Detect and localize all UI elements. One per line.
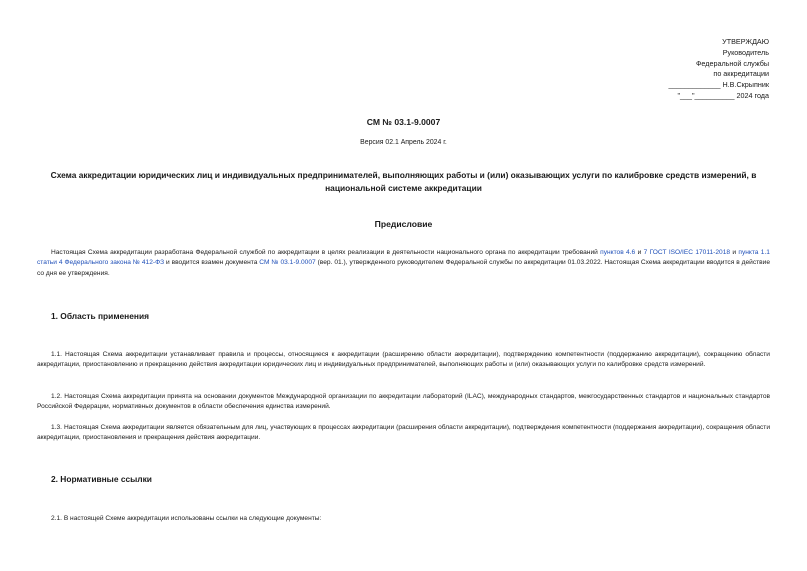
link-federal-law-412[interactable]: Федерального закона № 412-ФЗ xyxy=(64,259,165,267)
approval-signature: _____________ Н.В.Скрыпник xyxy=(668,80,769,90)
section-2-heading: 2. Нормативные ссылки xyxy=(51,474,152,484)
approval-date: "___"__________ 2024 года xyxy=(677,90,769,100)
link-gost-clauses-4-6[interactable]: пунктов 4.6 xyxy=(600,249,636,256)
paragraph-1-2: 1.2. Настоящая Схема аккредитации принята на основании документов Международной организации по аккредитации лабораторий (ILAC), международных стандартов, межгосударственных стандартов и национальных стандартов Российской Федерации, нормативных документов в области обеспечения единства измерений. xyxy=(37,393,770,411)
link-gost-clause-7[interactable]: 7 xyxy=(643,249,648,256)
link-gost-iso-iec-17011[interactable]: ГОСТ ISO/IEC 17011-2018 xyxy=(649,249,731,256)
document-title: Схема аккредитации юридических лиц и индивидуальных предпринимателей, выполняющих работы и (или) оказывающих услуги по калибровке средств измерений, в национальной системе аккредитации xyxy=(50,170,757,193)
preface-text-g: (вер. 01.), утвержденного руководителем Федеральной службы по аккредитации 01.03.2022. Настоящая Схема аккредитации вводится в действие со дня ее утверждения. xyxy=(37,259,770,277)
approval-block xyxy=(569,37,769,102)
link-article-4-clause-1-1[interactable]: пункта 1.1 статьи 4 xyxy=(37,249,770,267)
link-sm-03-1-9-0007[interactable]: СМ № 03.1-9.0007 xyxy=(259,259,316,267)
approval-org: Федеральной службы xyxy=(695,58,769,68)
paragraph-2-1: 2.1. В настоящей Схеме аккредитации использованы ссылки на следующие документы: xyxy=(51,515,322,522)
section-1-heading: 1. Область применения xyxy=(51,311,149,321)
document-version: Версия 02.1 Апрель 2024 г. xyxy=(360,139,447,146)
approval-org-cont: по аккредитации xyxy=(713,69,769,79)
preface-text-a: Настоящая Схема аккредитации разработана Федеральной службой по аккредитации в целях реализации в деятельности национального органа по аккредитации требований xyxy=(51,249,601,256)
preface-heading: Предисловие xyxy=(374,219,433,229)
preface-text-d: и xyxy=(730,249,739,256)
preface-text-b: и xyxy=(635,249,644,256)
preface-text-f: и вводится взамен документа xyxy=(164,259,260,267)
approval-position: Руководитель xyxy=(722,47,769,57)
approval-title: УТВЕРЖДАЮ xyxy=(722,37,769,46)
paragraph-1-1: 1.1. Настоящая Схема аккредитации устанавливает правила и процессы, относящиеся к аккредитации (расширению области аккредитации), подтверждению компетентности (поддержанию аккредитации), сокращению области аккредитации, приостановлению и прекращению действия аккредитации юридических лиц и индивидуальных предпринимателей, выполняющих работы и (или) оказывающих услуги по калибровке средств измерений. xyxy=(37,351,770,369)
paragraph-1-3: 1.3. Настоящая Схема аккредитации является обязательным для лиц, участвующих в процессах аккредитации (расширения области аккредитации), подтверждения компетентности (поддержания аккредитации), сокращения области аккредитации, приостановления и прекращения действия аккредитации. xyxy=(37,424,770,442)
preface-paragraph xyxy=(37,248,770,279)
document-number: СМ № 03.1-9.0007 xyxy=(366,117,441,127)
